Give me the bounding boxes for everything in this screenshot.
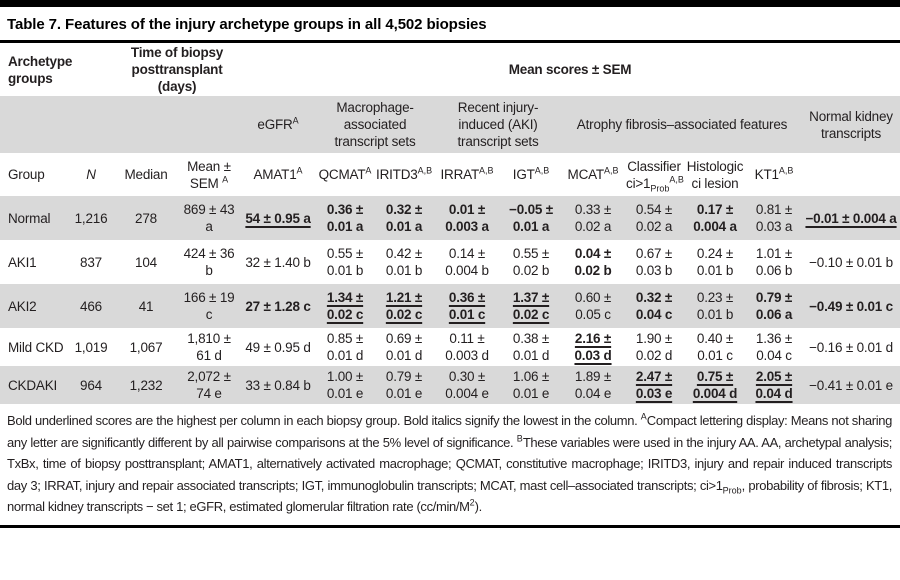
bottom-rule <box>0 525 900 528</box>
cell-aki1-iritd3: 0.42 ± 0.01 b <box>385 246 423 278</box>
text-run: AMAT1 <box>253 167 297 182</box>
text-run: Normal kidney transcripts <box>809 108 893 141</box>
cell-aki2-n: 466 <box>80 298 102 314</box>
table-row-aki1 <box>0 240 900 284</box>
text-run: MCAT <box>567 167 604 182</box>
cell-aki1-group: AKI1 <box>8 254 37 270</box>
cell-mild-ckd-qcmat: 0.85 ± 0.01 d <box>326 331 364 363</box>
archetype-table <box>0 43 900 404</box>
table-row-normal <box>0 196 900 240</box>
text-run: , probability of fibrosis; KT1, normal kidney transcripts − set 1; eGFR, estimated glomerular filtration rate (cc/min/M <box>7 477 892 514</box>
band-header-spacer <box>0 96 240 153</box>
cell-ckdaki-igt: 1.06 ± 0.01 e <box>512 369 550 401</box>
superscript: A <box>222 174 229 184</box>
cell-aki1-qcmat: 0.55 ± 0.01 b <box>326 246 364 278</box>
cell-normal-mean-sem: 869 ± 43 a <box>183 202 235 234</box>
text-run: Time of biopsy posttransplant (days) <box>130 45 224 94</box>
cell-normal-classifier-ci1prob: 0.54 ± 0.02 a <box>635 202 673 234</box>
text-run: Mean scores ± SEM <box>508 62 632 77</box>
cell-mild-ckd-amat1: 49 ± 0.95 d <box>245 339 311 355</box>
band-header-recent-injury-sets <box>434 96 562 153</box>
table-footnote <box>0 404 900 524</box>
group-header-mean-scores <box>240 43 900 96</box>
superscript: 2 <box>469 497 475 508</box>
cell-normal-group: Normal <box>8 210 51 226</box>
cell-aki2-amat1: 27 ± 1.28 c <box>245 298 311 314</box>
cell-aki1-kt1: 1.01 ± 0.06 b <box>755 246 793 278</box>
cell-mild-ckd-normal-kidney-transcripts: −0.16 ± 0.01 d <box>809 339 893 355</box>
cell-mild-ckd-kt1: 1.36 ± 0.04 c <box>755 331 793 363</box>
cell-aki2-iritd3: 1.21 ± 0.02 c <box>385 290 423 322</box>
table-row-ckdaki <box>0 366 900 404</box>
cell-mild-ckd-mcat: 2.16 ± 0.03 d <box>574 331 612 363</box>
text-run: Macrophage-associated transcript sets <box>334 100 416 149</box>
subscript: Prob <box>722 485 742 496</box>
col-header-irrat <box>434 153 500 196</box>
superscript: A,B <box>417 165 433 176</box>
col-header-mean-sem <box>178 153 240 196</box>
cell-aki1-mcat: 0.04 ± 0.02 b <box>574 246 612 278</box>
text-run: Compact lettering display: Means not sharing any letter are significantly different by all pairwise comparisons at the 5% level of significance. <box>7 413 892 450</box>
cell-aki1-histologic-ci-lesion: 0.24 ± 0.01 b <box>696 246 734 278</box>
cell-aki2-kt1: 0.79 ± 0.06 a <box>755 290 793 322</box>
cell-mild-ckd-igt: 0.38 ± 0.01 d <box>512 331 550 363</box>
band-header-egfr <box>240 96 316 153</box>
cell-mild-ckd-irrat: 0.11 ± 0.003 d <box>445 331 489 363</box>
cell-normal-igt: −0.05 ± 0.01 a <box>509 202 553 234</box>
cell-normal-median: 278 <box>135 210 157 226</box>
cell-ckdaki-mean-sem: 2,072 ± 74 e <box>187 369 231 401</box>
text-run: IRRAT <box>440 167 479 182</box>
cell-ckdaki-kt1: 2.05 ± 0.04 d <box>755 369 793 401</box>
text-run: Median <box>124 167 168 182</box>
cell-ckdaki-n: 964 <box>80 377 102 393</box>
superscript: A,B <box>534 165 550 176</box>
text-run: ). <box>474 499 482 514</box>
cell-ckdaki-group: CKDAKI <box>8 377 58 393</box>
cell-ckdaki-iritd3: 0.79 ± 0.01 e <box>385 369 423 401</box>
cell-normal-iritd3: 0.32 ± 0.01 a <box>385 202 423 234</box>
cell-aki1-median: 104 <box>135 254 157 270</box>
table-header <box>0 43 900 196</box>
cell-ckdaki-classifier-ci1prob: 2.47 ± 0.03 e <box>635 369 673 401</box>
cell-ckdaki-amat1: 33 ± 0.84 b <box>245 377 311 393</box>
subscript: Prob <box>650 183 670 194</box>
cell-aki1-mean-sem: 424 ± 36 b <box>183 246 235 278</box>
cell-normal-normal-kidney-transcripts: −0.01 ± 0.004 a <box>805 210 897 226</box>
cell-aki2-irrat: 0.36 ± 0.01 c <box>448 290 486 322</box>
group-header-archetype-groups <box>0 43 114 96</box>
cell-normal-histologic-ci-lesion: 0.17 ± 0.004 a <box>693 202 737 234</box>
band-header-atrophy-fibrosis <box>562 96 802 153</box>
text-run: Group <box>8 167 45 182</box>
header-row-columns <box>0 153 900 196</box>
cell-mild-ckd-group: Mild CKD <box>8 339 64 355</box>
cell-aki2-median: 41 <box>138 298 154 314</box>
cell-aki2-normal-kidney-transcripts: −0.49 ± 0.01 c <box>809 298 893 314</box>
text-run: Archetype groups <box>8 53 73 86</box>
cell-mild-ckd-mean-sem: 1,810 ± 61 d <box>187 331 231 363</box>
text-run: eGFR <box>257 117 293 132</box>
header-row-bands <box>0 96 900 153</box>
cell-normal-qcmat: 0.36 ± 0.01 a <box>326 202 364 234</box>
text-run: Histologic ci lesion <box>686 158 744 191</box>
cell-aki1-igt: 0.55 ± 0.02 b <box>512 246 550 278</box>
group-header-time-of-biopsy <box>114 43 240 96</box>
superscript: A <box>292 115 299 126</box>
band-header-macrophage-sets <box>316 96 434 153</box>
cell-aki2-histologic-ci-lesion: 0.23 ± 0.01 b <box>696 290 734 322</box>
text-run: N <box>86 167 96 182</box>
text-run: IGT <box>512 167 535 182</box>
cell-ckdaki-irrat: 0.30 ± 0.004 e <box>445 369 489 401</box>
cell-mild-ckd-iritd3: 0.69 ± 0.01 d <box>385 331 423 363</box>
col-header-igt <box>500 153 562 196</box>
superscript: B <box>516 433 523 444</box>
band-header-normal-kidney <box>802 96 900 153</box>
cell-mild-ckd-median: 1,067 <box>129 339 163 355</box>
text-run: QCMAT <box>318 167 366 182</box>
cell-mild-ckd-n: 1,019 <box>74 339 108 355</box>
text-run: Bold underlined scores are the highest per column in each biopsy group. Bold italics signify the lowest in the column. <box>7 413 641 428</box>
cell-aki1-normal-kidney-transcripts: −0.10 ± 0.01 b <box>809 254 893 270</box>
cell-normal-irrat: 0.01 ± 0.003 a <box>445 202 489 234</box>
col-header-classifier-ci1prob <box>624 153 684 196</box>
cell-normal-kt1: 0.81 ± 0.03 a <box>755 202 793 234</box>
cell-aki2-igt: 1.37 ± 0.02 c <box>512 290 550 322</box>
col-header-amat1 <box>240 153 316 196</box>
text-run: Atrophy fibrosis–associated features <box>576 117 788 132</box>
text-run: These variables were used in the injury AA. AA, archetypal analysis; TxBx, time of biopsy posttransplant; AMAT1, alternatively activated macrophage; QCMAT, constitutive macrophage; IRITD3, injury and repair induced transcripts day 3; IRRAT, injury and repair associated transcripts; IGT, immunoglobulin transcripts; MCAT, mast cell–associated transcripts; ci>1 <box>7 434 892 493</box>
superscript: A,B <box>669 174 684 184</box>
text-run: KT1 <box>754 167 779 182</box>
col-header-mcat <box>562 153 624 196</box>
col-header-iritd3 <box>374 153 434 196</box>
cell-aki2-classifier-ci1prob: 0.32 ± 0.04 c <box>635 290 673 322</box>
cell-ckdaki-histologic-ci-lesion: 0.75 ± 0.004 d <box>692 369 738 401</box>
cell-aki1-amat1: 32 ± 1.40 b <box>245 254 311 270</box>
cell-aki1-n: 837 <box>80 254 102 270</box>
superscript: A <box>640 411 647 422</box>
col-header-normal-kidney-transcripts <box>802 153 900 196</box>
text-run: IRITD3 <box>376 167 418 182</box>
cell-normal-amat1: 54 ± 0.95 a <box>245 210 311 226</box>
cell-aki1-classifier-ci1prob: 0.67 ± 0.03 b <box>635 246 673 278</box>
superscript: A,B <box>479 165 494 176</box>
cell-aki2-mcat: 0.60 ± 0.05 c <box>574 290 612 322</box>
cell-ckdaki-mcat: 1.89 ± 0.04 e <box>574 369 612 401</box>
top-rule <box>0 0 900 7</box>
header-row-groups <box>0 43 900 96</box>
cell-mild-ckd-histologic-ci-lesion: 0.40 ± 0.01 c <box>696 331 734 363</box>
text-run: Mean ± SEM <box>187 158 231 191</box>
table-body <box>0 196 900 404</box>
text-run: Recent injury-induced (AKI) transcript sets <box>457 100 539 149</box>
col-header-qcmat <box>316 153 374 196</box>
col-header-median <box>114 153 178 196</box>
superscript: A,B <box>778 165 794 176</box>
col-header-histologic-ci-lesion <box>684 153 746 196</box>
cell-normal-mcat: 0.33 ± 0.02 a <box>574 202 612 234</box>
cell-aki2-qcmat: 1.34 ± 0.02 c <box>326 290 364 322</box>
cell-aki2-mean-sem: 166 ± 19 c <box>183 290 235 322</box>
cell-normal-n: 1,216 <box>74 210 108 226</box>
col-header-group <box>0 153 68 196</box>
table-row-mild-ckd <box>0 328 900 366</box>
text-run: Classifier ci>1 <box>626 158 681 191</box>
cell-mild-ckd-classifier-ci1prob: 1.90 ± 0.02 d <box>635 331 673 363</box>
table-row-aki2 <box>0 284 900 328</box>
cell-ckdaki-median: 1,232 <box>129 377 163 393</box>
table-title: Table 7. Features of the injury archetype groups in all 4,502 biopsies <box>0 7 900 43</box>
cell-aki1-irrat: 0.14 ± 0.004 b <box>445 246 489 278</box>
superscript: A <box>365 165 372 176</box>
cell-ckdaki-qcmat: 1.00 ± 0.01 e <box>326 369 364 401</box>
superscript: A <box>296 165 303 176</box>
cell-ckdaki-normal-kidney-transcripts: −0.41 ± 0.01 e <box>809 377 893 393</box>
col-header-n <box>68 153 114 196</box>
col-header-kt1 <box>746 153 802 196</box>
cell-aki2-group: AKI2 <box>8 298 37 314</box>
superscript: A,B <box>603 165 619 176</box>
